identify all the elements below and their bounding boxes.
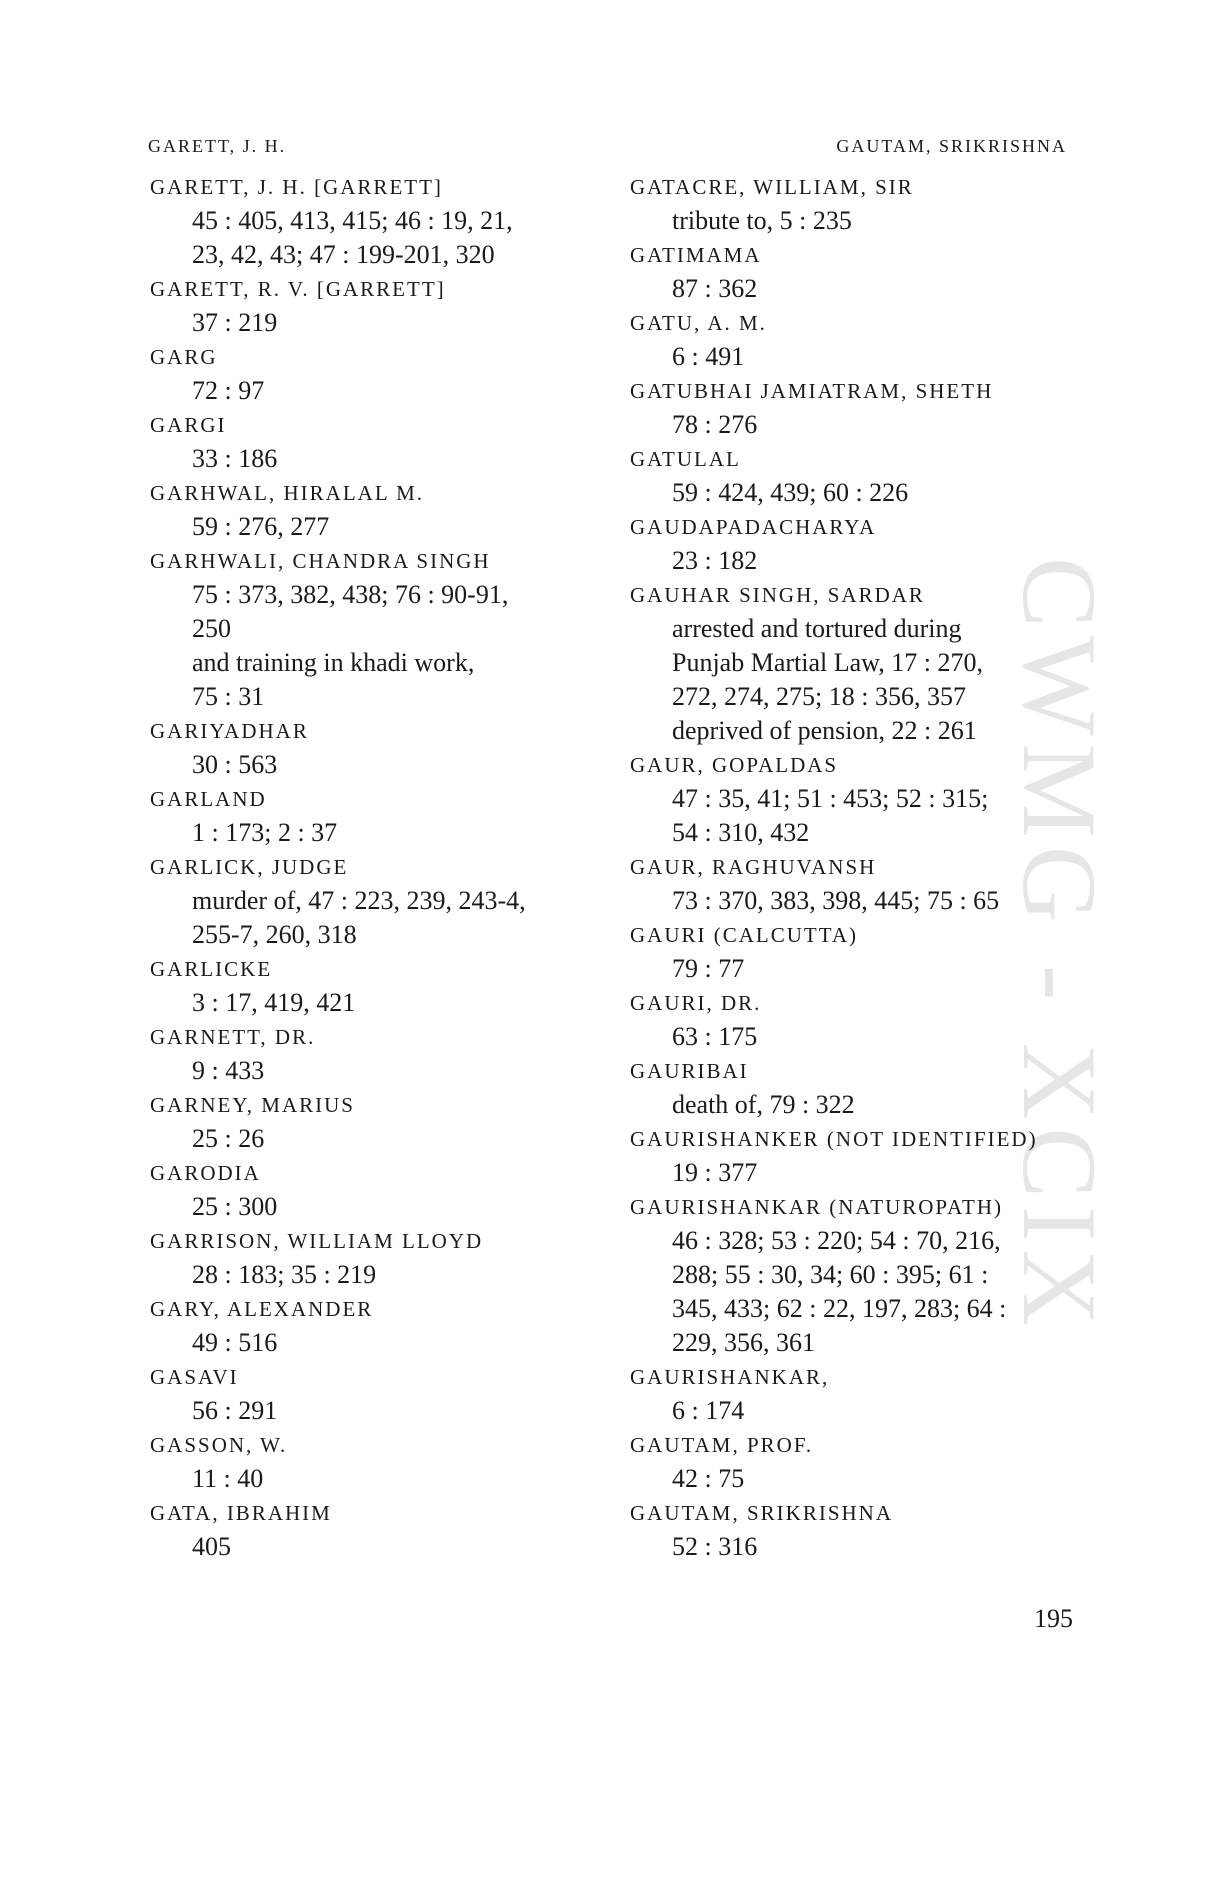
- entry-heading: GARODIA: [150, 1161, 261, 1185]
- entry-reference-line: 56 : 291: [192, 1396, 278, 1425]
- entry-reference-line: 47 : 35, 41; 51 : 453; 52 : 315;: [672, 784, 989, 813]
- index-entry: [630, 1054, 1100, 1122]
- index-entry: [150, 714, 620, 782]
- entry-heading: GAURISHANKER (NOT IDENTIFIED): [630, 1127, 1038, 1151]
- entry-heading: GARETT, R. V. [GARRETT]: [150, 277, 446, 301]
- entry-heading: GATUBHAI JAMIATRAM, SHETH: [630, 379, 994, 403]
- entry-reference-line: 288; 55 : 30, 34; 60 : 395; 61 :: [672, 1260, 989, 1289]
- entry-heading: GARNETT, DR.: [150, 1025, 316, 1049]
- entry-reference-line: 28 : 183; 35 : 219: [192, 1260, 377, 1289]
- entry-reference-line: 19 : 377: [672, 1158, 758, 1187]
- entry-heading: GARHWALI, CHANDRA SINGH: [150, 549, 491, 573]
- entry-heading: GATU, A. M.: [630, 311, 767, 335]
- entry-heading: GARIYADHAR: [150, 719, 309, 743]
- entry-heading: GASSON, W.: [150, 1433, 288, 1457]
- entry-reference-line: 272, 274, 275; 18 : 356, 357: [672, 682, 966, 711]
- entry-reference-line: tribute to, 5 : 235: [672, 206, 852, 235]
- entry-reference-line: 72 : 97: [192, 376, 265, 405]
- entry-reference-line: 78 : 276: [672, 410, 758, 439]
- entry-reference-line: 3 : 17, 419, 421: [192, 988, 356, 1017]
- index-entry: [630, 510, 1100, 578]
- entry-heading: GAUDAPADACHARYA: [630, 515, 877, 539]
- entry-heading: GAUTAM, PROF.: [630, 1433, 814, 1457]
- entry-reference-line: 42 : 75: [672, 1464, 745, 1493]
- entry-reference-line: arrested and tortured during: [672, 614, 962, 643]
- entry-reference-line: 63 : 175: [672, 1022, 758, 1051]
- entry-reference-line: 255-7, 260, 318: [192, 920, 357, 949]
- entry-reference-line: 345, 433; 62 : 22, 197, 283; 64 :: [672, 1294, 1007, 1323]
- entry-reference-line: 405: [192, 1532, 231, 1561]
- entry-reference-line: 6 : 491: [672, 342, 745, 371]
- entry-heading: GARETT, J. H. [GARRETT]: [150, 175, 443, 199]
- index-entry: [150, 850, 620, 952]
- entry-heading: GAUR, RAGHUVANSH: [630, 855, 877, 879]
- index-entry: [150, 1428, 620, 1496]
- entry-heading: GATACRE, WILLIAM, SIR: [630, 175, 914, 199]
- index-entry: [630, 986, 1100, 1054]
- entry-reference-line: 25 : 26: [192, 1124, 265, 1153]
- index-entry: [630, 170, 1100, 238]
- entry-heading: GAUR, GOPALDAS: [630, 753, 839, 777]
- entry-reference-line: 250: [192, 614, 231, 643]
- entry-heading: GASAVI: [150, 1365, 239, 1389]
- entry-reference-line: 229, 356, 361: [672, 1328, 815, 1357]
- entry-reference-line: 75 : 31: [192, 682, 265, 711]
- entry-reference-line: Punjab Martial Law, 17 : 270,: [672, 648, 983, 677]
- entry-reference-line: 33 : 186: [192, 444, 278, 473]
- entry-reference-line: 54 : 310, 432: [672, 818, 810, 847]
- entry-reference-line: 59 : 424, 439; 60 : 226: [672, 478, 909, 507]
- entry-heading: GARLICK, JUDGE: [150, 855, 349, 879]
- index-entry: [150, 952, 620, 1020]
- entry-heading: GATULAL: [630, 447, 741, 471]
- entry-heading: GAURISHANKAR (NATUROPATH): [630, 1195, 1003, 1219]
- entry-reference-line: death of, 79 : 322: [672, 1090, 855, 1119]
- entry-reference-line: 45 : 405, 413, 415; 46 : 19, 21,: [192, 206, 513, 235]
- index-entry: [150, 1224, 620, 1292]
- entry-reference-line: 75 : 373, 382, 438; 76 : 90-91,: [192, 580, 509, 609]
- entry-heading: GATIMAMA: [630, 243, 762, 267]
- entry-heading: GARNEY, MARIUS: [150, 1093, 355, 1117]
- entry-reference-line: 73 : 370, 383, 398, 445; 75 : 65: [672, 886, 1000, 915]
- entry-reference-line: 52 : 316: [672, 1532, 758, 1561]
- entry-reference-line: 9 : 433: [192, 1056, 265, 1085]
- entry-heading: GARGI: [150, 413, 227, 437]
- index-entry: [150, 1496, 620, 1564]
- entry-heading: GAURISHANKAR,: [630, 1365, 830, 1389]
- right-column: [630, 170, 1100, 1564]
- entry-reference-line: murder of, 47 : 223, 239, 243-4,: [192, 886, 526, 915]
- entry-reference-line: 79 : 77: [672, 954, 745, 983]
- page-number: 195: [1034, 1604, 1073, 1633]
- index-entry: [150, 1088, 620, 1156]
- index-entry: [150, 476, 620, 544]
- index-entry: [630, 238, 1100, 306]
- entry-heading: GARLICKE: [150, 957, 273, 981]
- index-entry: [630, 1428, 1100, 1496]
- entry-reference-line: and training in khadi work,: [192, 648, 475, 677]
- entry-heading: GATA, IBRAHIM: [150, 1501, 332, 1525]
- entry-reference-line: 6 : 174: [672, 1396, 745, 1425]
- entry-reference-line: deprived of pension, 22 : 261: [672, 716, 977, 745]
- index-entry: [150, 170, 620, 272]
- entry-heading: GAUTAM, SRIKRISHNA: [630, 1501, 894, 1525]
- entry-reference-line: 23, 42, 43; 47 : 199-201, 320: [192, 240, 495, 269]
- entry-heading: GAURIBAI: [630, 1059, 749, 1083]
- index-entry: [630, 1190, 1100, 1360]
- entry-heading: GAURI (CALCUTTA): [630, 923, 859, 947]
- entry-heading: GARRISON, WILLIAM LLOYD: [150, 1229, 484, 1253]
- left-column: [150, 170, 620, 1564]
- entry-heading: GAURI, DR.: [630, 991, 762, 1015]
- index-entry: [150, 272, 620, 340]
- index-entry: [150, 408, 620, 476]
- entry-reference-line: 49 : 516: [192, 1328, 278, 1357]
- index-entry: [630, 748, 1100, 850]
- running-head-left: GARETT, J. H.: [148, 136, 287, 156]
- index-entry: [150, 544, 620, 714]
- index-entry: [150, 340, 620, 408]
- index-entry: [150, 1360, 620, 1428]
- index-entry: [630, 306, 1100, 374]
- index-entry: [150, 1292, 620, 1360]
- index-entry: [150, 1156, 620, 1224]
- entry-reference-line: 25 : 300: [192, 1192, 278, 1221]
- index-entry: [630, 850, 1100, 918]
- index-entry: [150, 1020, 620, 1088]
- index-entry: [150, 782, 620, 850]
- entry-reference-line: 87 : 362: [672, 274, 758, 303]
- index-entry: [630, 442, 1100, 510]
- entry-reference-line: 37 : 219: [192, 308, 278, 337]
- index-entry: [630, 918, 1100, 986]
- entry-reference-line: 11 : 40: [192, 1464, 264, 1493]
- index-entry: [630, 1122, 1100, 1190]
- entry-heading: GAUHAR SINGH, SARDAR: [630, 583, 925, 607]
- entry-reference-line: 59 : 276, 277: [192, 512, 330, 541]
- entry-heading: GARY, ALEXANDER: [150, 1297, 374, 1321]
- entry-reference-line: 30 : 563: [192, 750, 278, 779]
- entry-reference-line: 46 : 328; 53 : 220; 54 : 70, 216,: [672, 1226, 1001, 1255]
- running-head-right: GAUTAM, SRIKRISHNA: [836, 136, 1067, 156]
- entry-reference-line: 23 : 182: [672, 546, 758, 575]
- index-entry: [630, 1360, 1100, 1428]
- entry-reference-line: 1 : 173; 2 : 37: [192, 818, 338, 847]
- entry-heading: GARHWAL, HIRALAL M.: [150, 481, 425, 505]
- index-entry: [630, 1496, 1100, 1564]
- entry-heading: GARG: [150, 345, 218, 369]
- index-entry: [630, 374, 1100, 442]
- entry-heading: GARLAND: [150, 787, 267, 811]
- index-entry: [630, 578, 1100, 748]
- watermark-text: CWMG - XCIX: [1001, 556, 1118, 1334]
